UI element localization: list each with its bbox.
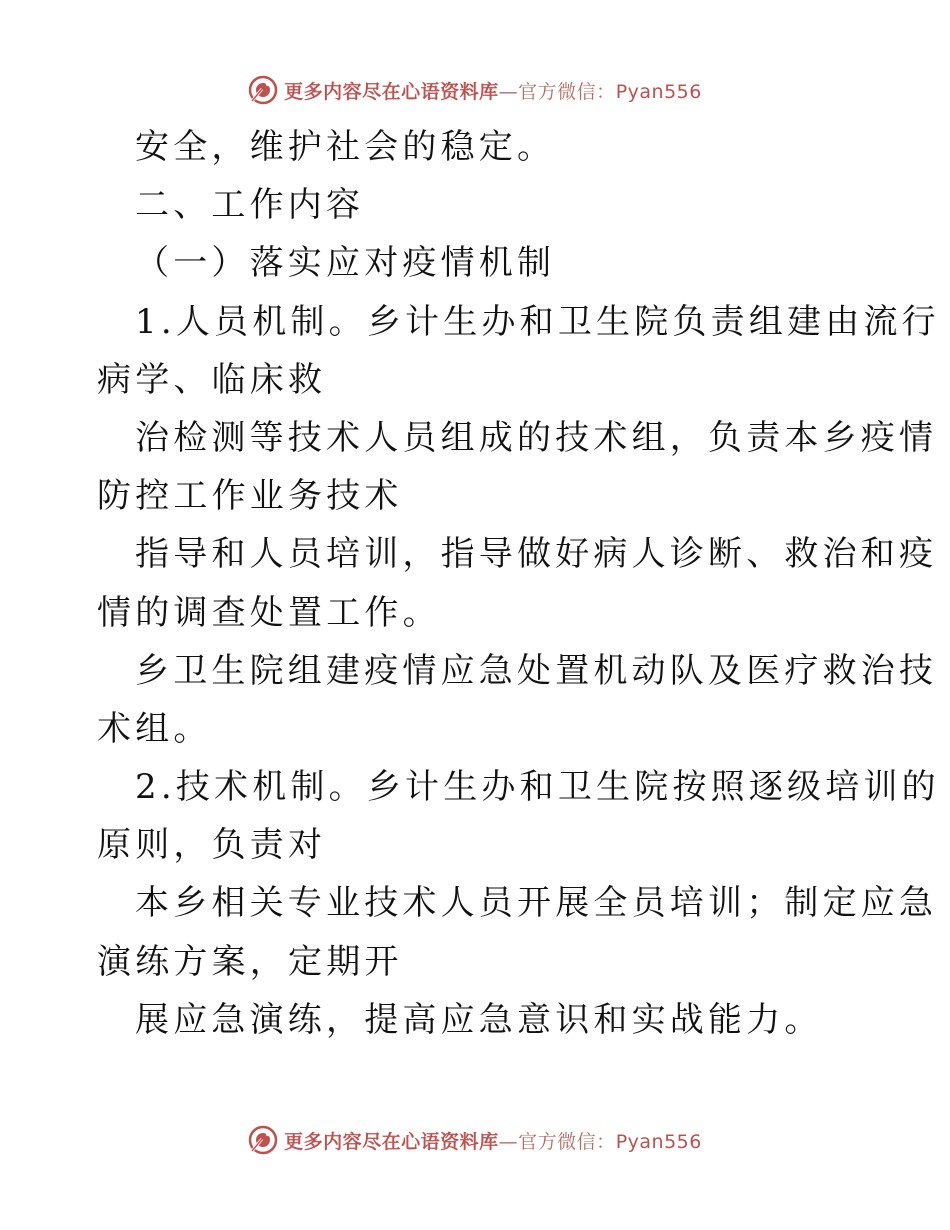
text-line: 演练方案，定期开 [97,941,403,982]
watermark-main: 更多内容尽在心语资料库 [284,1130,499,1153]
watermark-dash: — [498,1130,519,1153]
watermark-text [284,77,702,104]
seal-logo-icon [248,75,278,105]
watermark-id: Pyan556 [615,1130,702,1153]
watermark-main: 更多内容尽在心语资料库 [284,80,499,103]
header-watermark [0,70,950,110]
text-line: 情的调查处置工作。 [97,592,441,633]
text-line: 防控工作业务技术 [97,476,403,517]
text-line: 1.人员机制。乡计生办和卫生院负责组建由流行 [135,301,940,342]
watermark-text [284,1127,702,1154]
text-line: 病学、临床救 [97,359,327,400]
text-line: 指导和人员培训，指导做好病人诊断、救治和疫 [135,534,938,575]
footer-watermark [0,1120,950,1160]
text-line: 术组。 [97,708,212,749]
text-line: 治检测等技术人员组成的技术组，负责本乡疫情 [135,417,938,458]
document-body [97,118,940,1049]
watermark-official: 官方微信： [518,80,616,103]
text-line: 安全，维护社会的稳定。 [135,127,556,167]
subsection-heading: （一）落实应对疫情机制 [135,243,556,284]
text-line: 原则，负责对 [97,825,327,866]
section-heading: 二、工作内容 [135,185,365,226]
text-line: 本乡相关专业技术人员开展全员培训；制定应急 [135,883,938,924]
watermark-official: 官方微信： [518,1130,616,1153]
watermark-dash: — [498,80,519,103]
text-line: 展应急演练，提高应急意识和实战能力。 [135,999,823,1040]
text-line: 2.技术机制。乡计生办和卫生院按照逐级培训的 [135,767,940,808]
watermark-id: Pyan556 [615,80,702,103]
seal-logo-icon [248,1125,278,1155]
text-line: 乡卫生院组建疫情应急处置机动队及医疗救治技 [135,650,938,691]
